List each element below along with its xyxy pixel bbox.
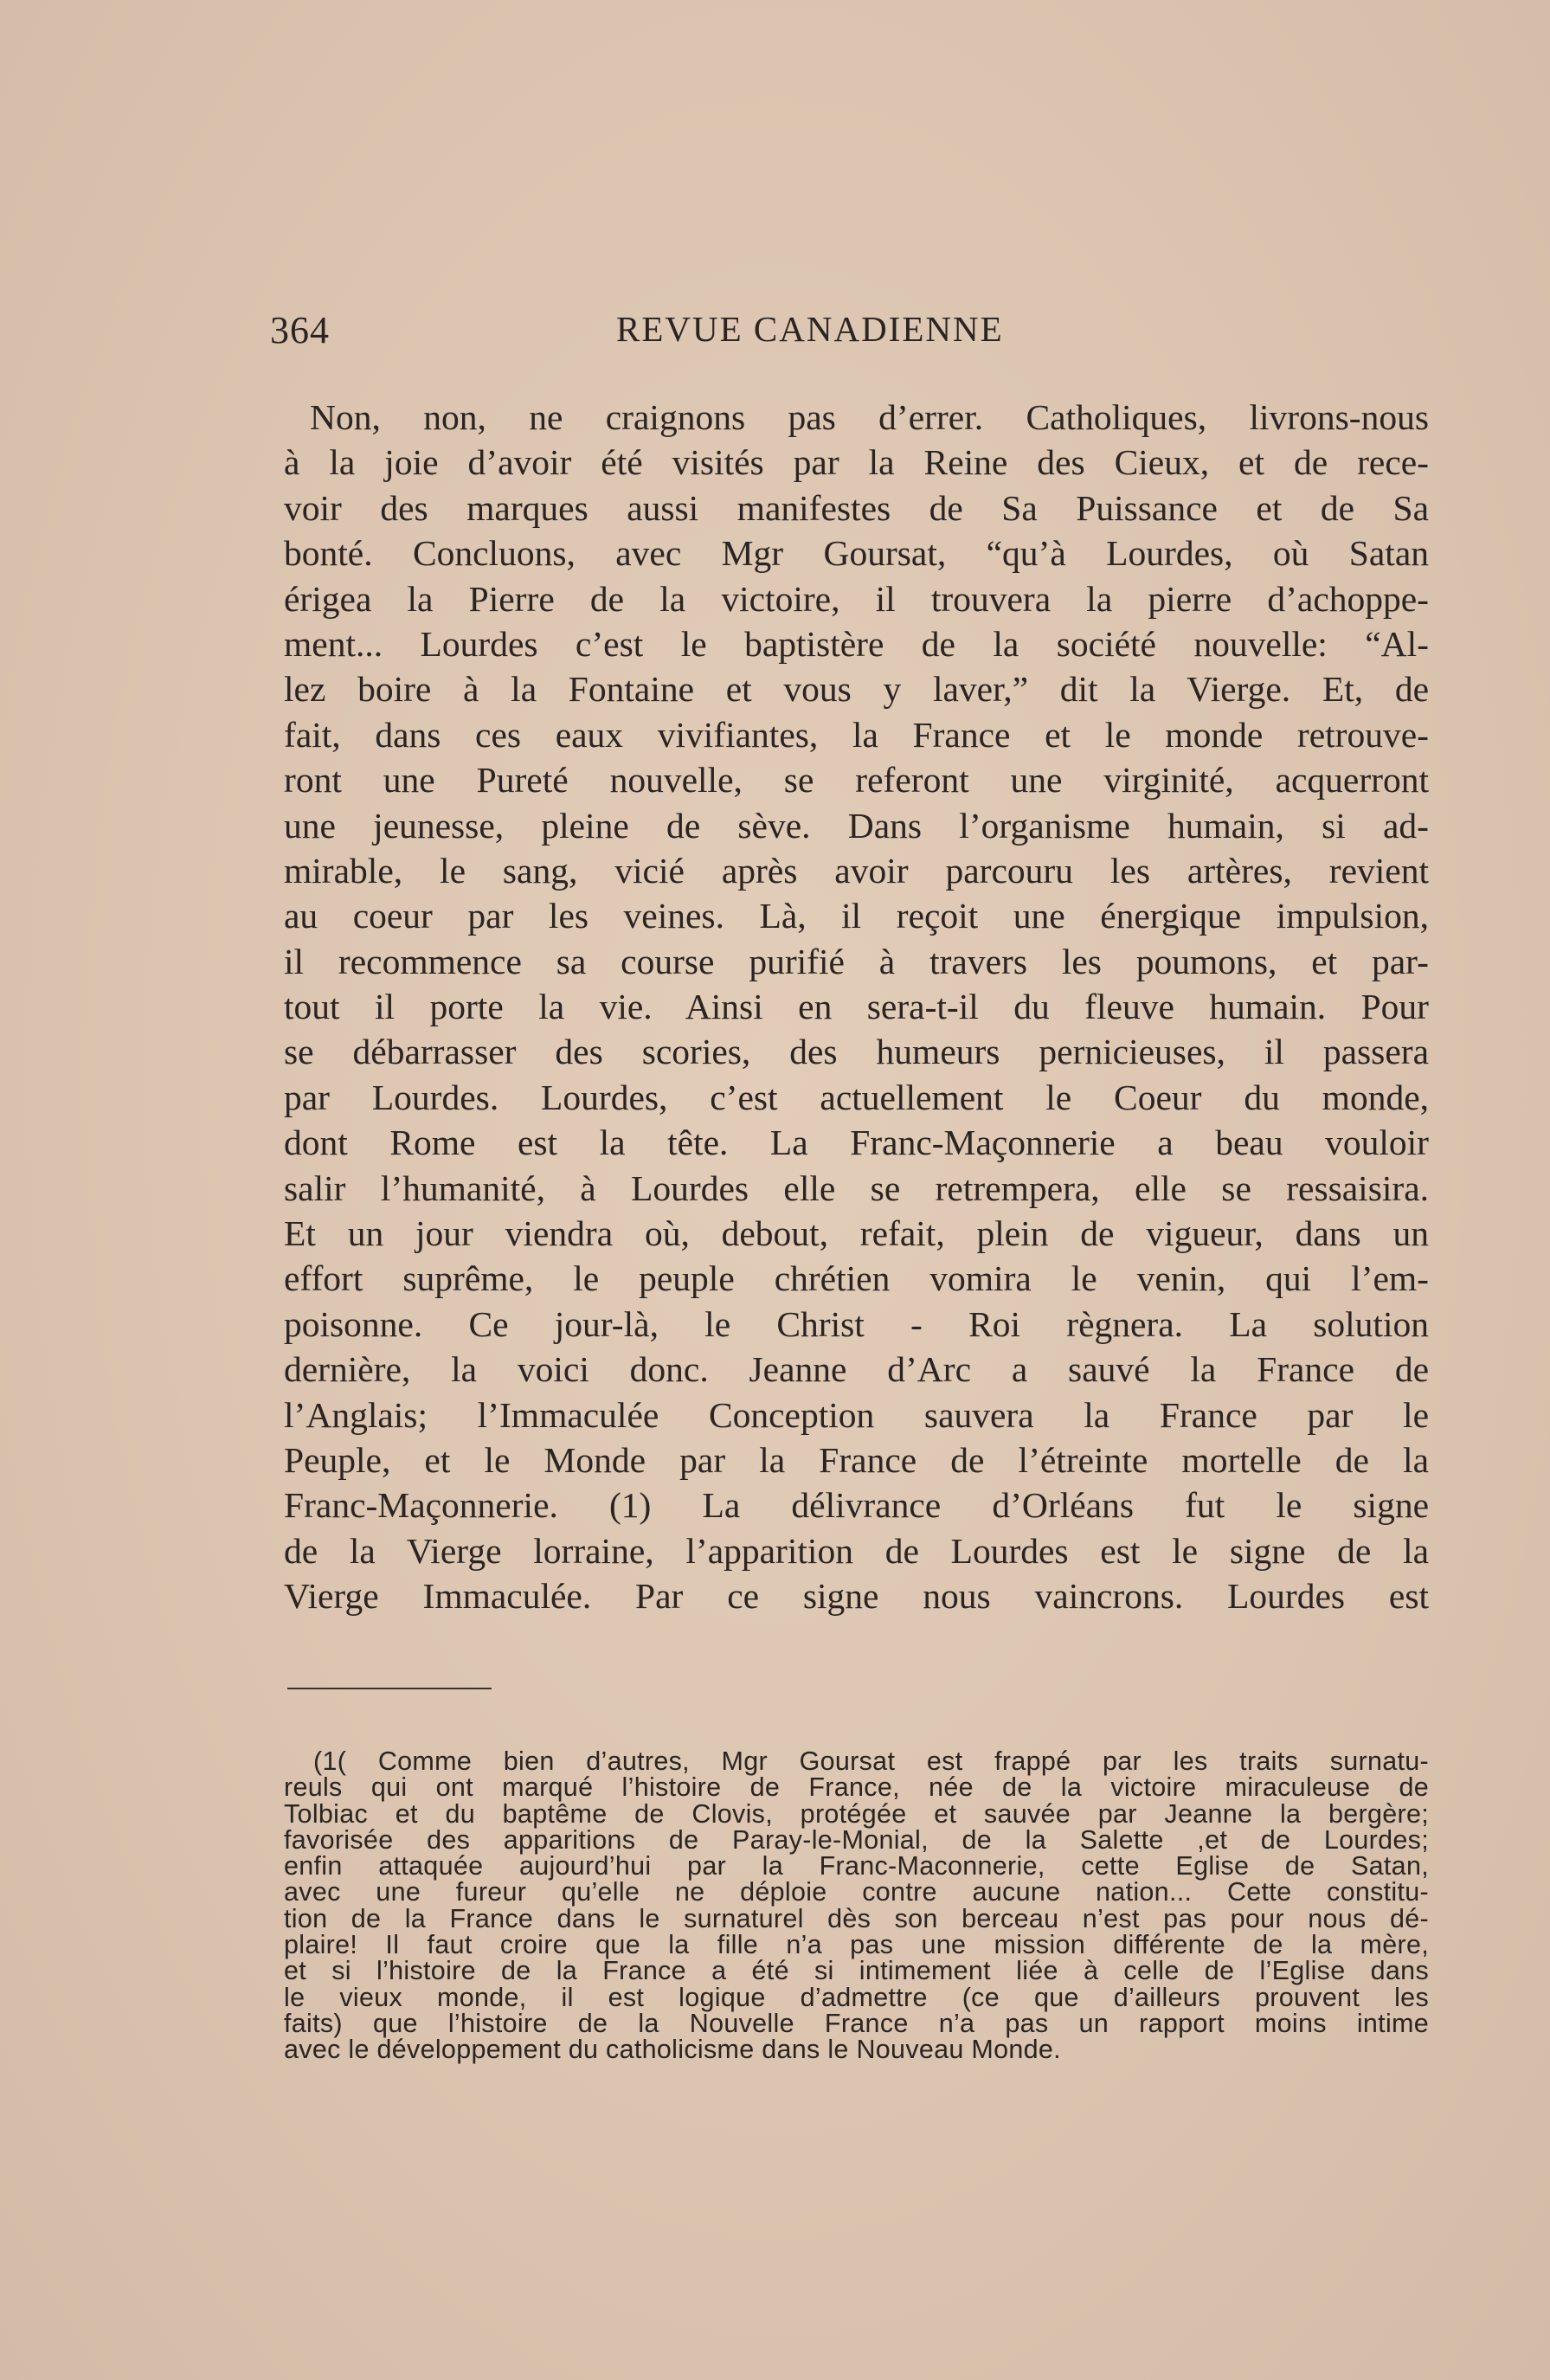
body-line: par Lourdes. Lourdes, c’est actuellement le Coeur du monde, <box>284 1077 1429 1117</box>
running-title: REVUE CANADIENNE <box>616 309 1004 349</box>
body-line: Peuple, et le Monde par la France de l’étreinte mortelle de la <box>284 1439 1429 1480</box>
footnote-line: (1( Comme bien d’autres, Mgr Goursat est frappé par les traits surnatu- <box>313 1746 1429 1776</box>
body-line: poisonne. Ce jour-là, le Christ - Roi règnera. La solution <box>284 1303 1429 1344</box>
body-line: ment... Lourdes c’est le baptistère de la société nouvelle: “Al- <box>284 623 1429 664</box>
body-line: salir l’humanité, à Lourdes elle se retrempera, elle se ressaisira. <box>284 1167 1429 1208</box>
body-line: se débarrasser des scories, des humeurs pernicieuses, il passera <box>284 1032 1429 1072</box>
footnote-line: le vieux monde, il est logique d’admettre (ce que d’ailleurs prouvent les <box>284 1982 1429 2012</box>
footnote-line: et si l’histoire de la France a été si intimement liée à celle de l’Eglise dans <box>284 1956 1429 1986</box>
body-line: de la Vierge lorraine, l’apparition de Lourdes est le signe de la <box>284 1530 1429 1571</box>
footnote-line: plaire! Il faut croire que la fille n’a pas une mission différente de la mère, <box>284 1930 1429 1960</box>
body-line: Non, non, ne craignons pas d’errer. Catholiques, livrons-nous <box>310 397 1429 437</box>
body-line: au coeur par les veines. Là, il reçoit une énergique impulsion, <box>284 896 1429 936</box>
body-line: l’Anglais; l’Immaculée Conception sauvera la France par le <box>284 1394 1429 1435</box>
footnote-divider <box>287 1688 492 1689</box>
footnote-line: reuls qui ont marqué l’histoire de France, née de la victoire miraculeuse de <box>284 1772 1429 1803</box>
footnote-line: Tolbiac et du baptême de Clovis, protégée et sauvée par Jeanne la bergère; <box>284 1798 1429 1829</box>
footnote-line: tion de la France dans le surnaturel dès son berceau n’est pas pour nous dé- <box>284 1903 1429 1933</box>
body-line: Vierge Immaculée. Par ce signe nous vaincrons. Lourdes est <box>284 1576 1429 1617</box>
body-line: mirable, le sang, vicié après avoir parcouru les artères, revient <box>284 850 1429 891</box>
body-line: érigea la Pierre de la victoire, il trouvera la pierre d’achoppe- <box>284 578 1429 619</box>
body-line: dernière, la voici donc. Jeanne d’Arc a sauvé la France de <box>284 1349 1429 1390</box>
page-number: 364 <box>270 309 330 351</box>
body-line: lez boire à la Fontaine et vous y laver,” dit la Vierge. Et, de <box>284 669 1429 710</box>
footnote-line: avec le développement du catholicisme dans le Nouveau Monde. <box>284 2035 1061 2065</box>
body-paragraph <box>284 395 1429 1619</box>
body-line: voir des marques aussi manifestes de Sa Puissance et de Sa <box>284 487 1429 528</box>
body-line: Franc-Maçonnerie. (1) La délivrance d’Orléans fut le signe <box>284 1485 1429 1526</box>
body-line: ront une Pureté nouvelle, se referont une virginité, acquerront <box>284 760 1429 801</box>
footnote-line: enfin attaquée aujourd’hui par la Franc-Maconnerie, cette Eglise de Satan, <box>284 1851 1429 1881</box>
body-line: une jeunesse, pleine de sève. Dans l’organisme humain, si ad- <box>284 805 1429 846</box>
body-line: dont Rome est la tête. La Franc-Maçonnerie a beau vouloir <box>284 1122 1429 1163</box>
body-line: effort suprême, le peuple chrétien vomira le venin, qui l’em- <box>284 1258 1429 1299</box>
body-line: bonté. Concluons, avec Mgr Goursat, “qu’à Lourdes, où Satan <box>284 533 1429 574</box>
page-header <box>270 308 1082 351</box>
footnote-line: favorisée des apparitions de Paray-le-Monial, de la Salette ,et de Lourdes; <box>284 1824 1429 1855</box>
body-line: il recommence sa course purifié à travers les poumons, et par- <box>284 941 1429 981</box>
footnote-line: avec une fureur qu’elle ne déploie contre aucune nation... Cette constitu- <box>284 1877 1429 1907</box>
body-line: à la joie d’avoir été visités par la Reine des Cieux, et de rece- <box>284 442 1429 483</box>
footnote-line: faits) que l’histoire de la Nouvelle France n’a pas un rapport moins intime <box>284 2008 1429 2038</box>
body-line: Et un jour viendra où, debout, refait, plein de vigueur, dans un <box>284 1213 1429 1254</box>
footnote <box>284 1748 1429 2063</box>
body-line: tout il porte la vie. Ainsi en sera-t-il du fleuve humain. Pour <box>284 987 1429 1027</box>
body-line: fait, dans ces eaux vivifiantes, la France et le monde retrouve- <box>284 714 1429 755</box>
